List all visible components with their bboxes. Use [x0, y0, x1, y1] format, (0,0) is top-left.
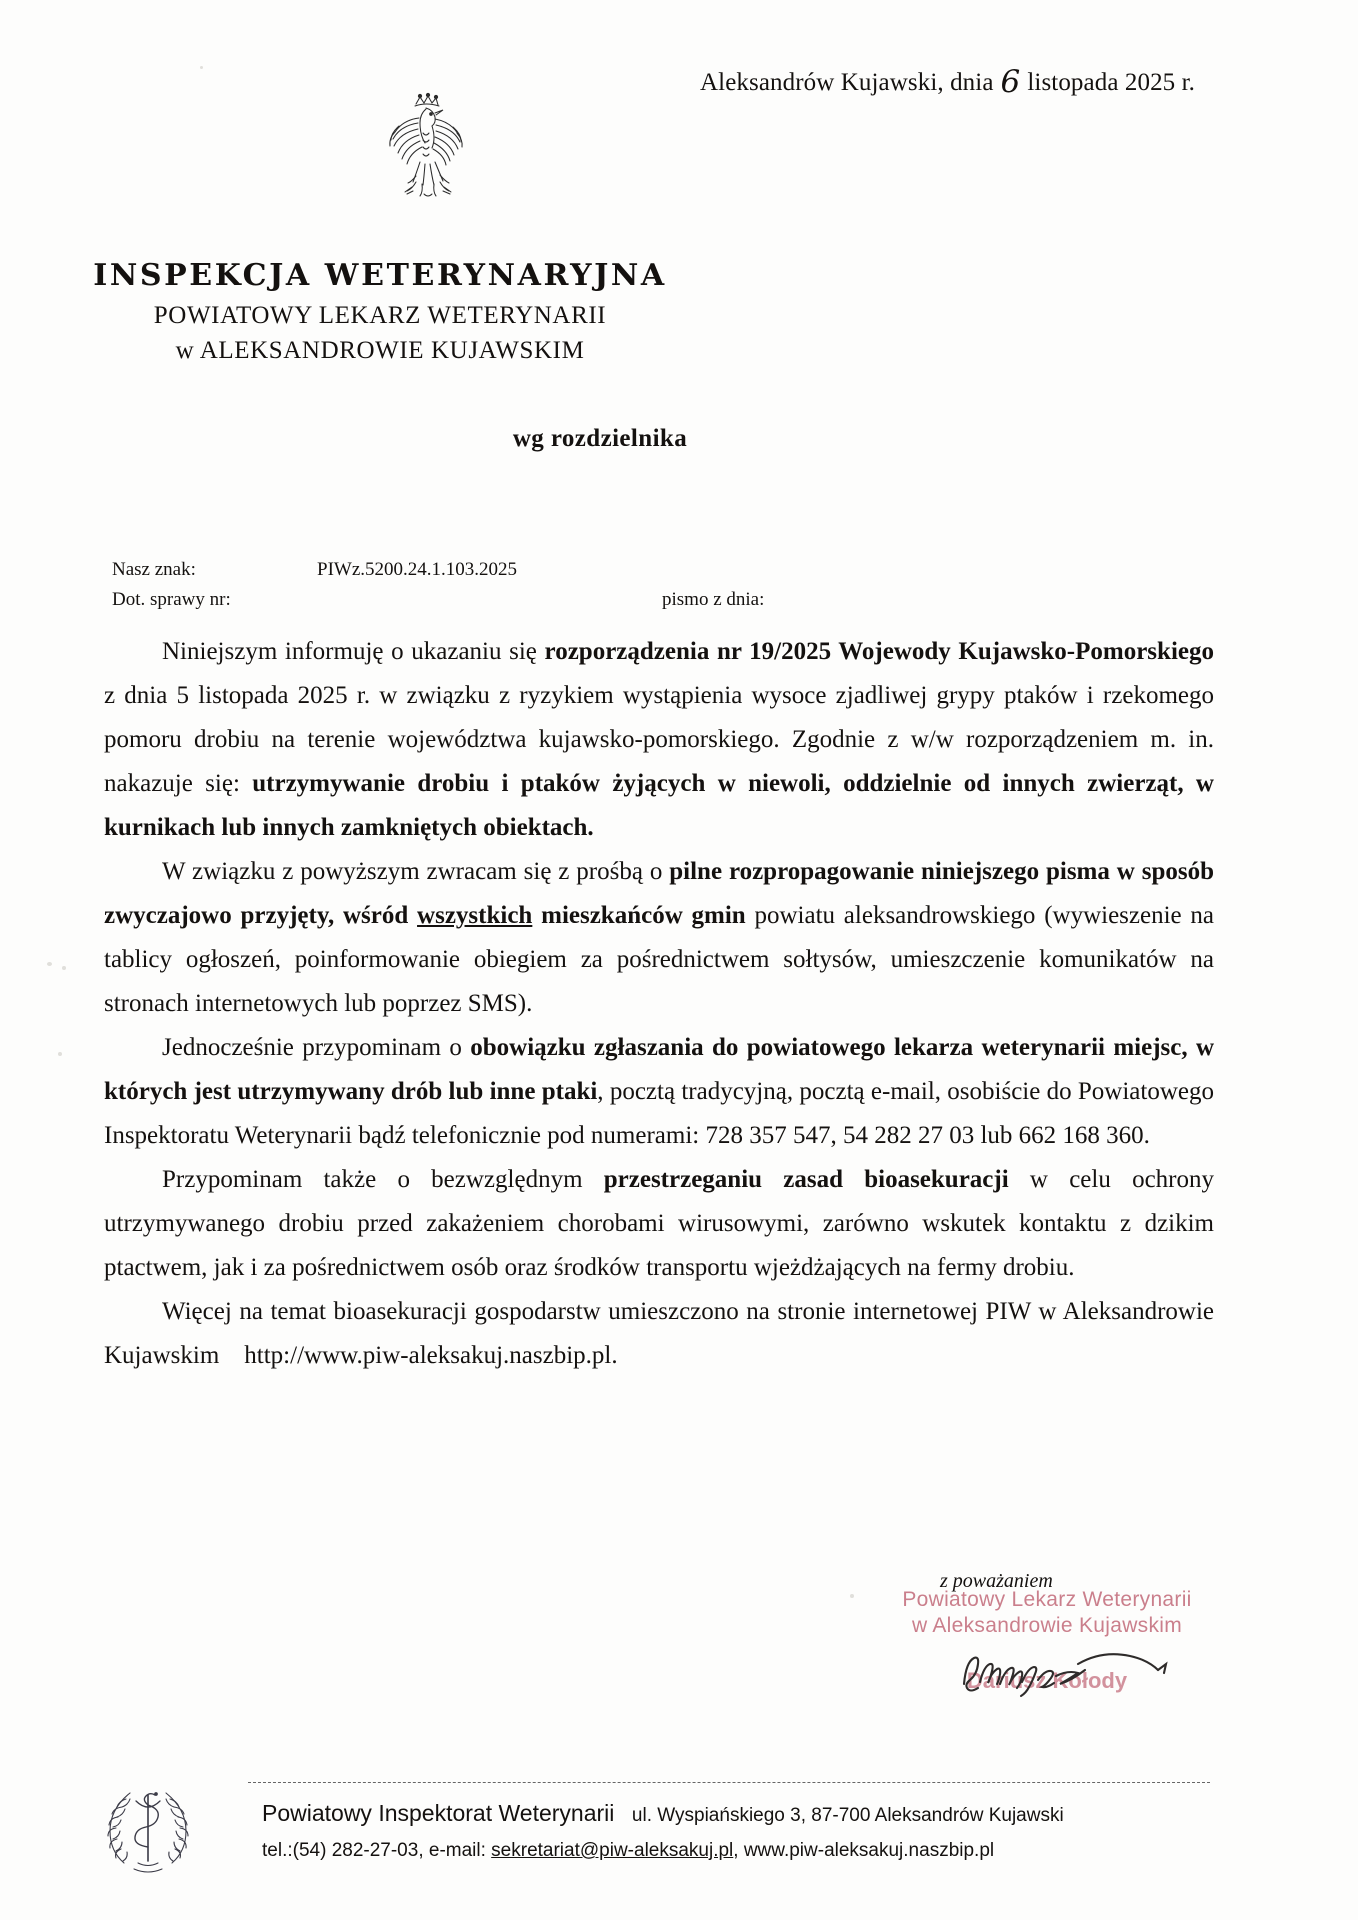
scan-artifact — [200, 66, 203, 69]
label-nasz-znak: Nasz znak: — [112, 559, 196, 580]
paragraph-3 — [104, 1026, 1214, 1158]
paragraph-2 — [104, 850, 1214, 1026]
p3-text-c: , pocztą tradycyjną, pocztą e-mail, osobiście do Powiatowego Inspektoratu Weterynarii bądź telefonicznie pod numerami: 728 357 547, 54 282 27 03 lub 662 168 360. — [104, 1078, 1214, 1149]
date-line — [700, 62, 1260, 98]
stamp-line-3: Dariusz Kołody — [966, 1668, 1128, 1693]
paragraph-5 — [104, 1290, 1214, 1378]
handwritten-signature — [960, 1640, 1180, 1700]
institution-line-3: w ALEKSANDROWIE KUJAWSKIM — [175, 337, 585, 364]
stamp-line-2: w Aleksandrowie Kujawskim — [911, 1614, 1183, 1637]
veterinary-caduceus-emblem — [100, 1775, 196, 1881]
date-place-prefix: Aleksandrów Kujawski, dnia — [700, 69, 994, 96]
footer-office-name: Powiatowy Inspektorat Weterynarii — [262, 1800, 615, 1826]
p4-text-c: w celu ochrony utrzymywanego drobiu przed zakażeniem chorobami wirusowymi, zarówno wskutek kontaktu z dzikim ptactwem, jak i za pośrednictwem osób oraz środków transportu wjeżdżających na fermy drobiu. — [104, 1166, 1214, 1281]
paragraph-4 — [104, 1158, 1214, 1290]
footer-line-2 — [262, 1840, 1222, 1862]
letter-body — [104, 630, 1214, 1378]
label-dot-sprawy: Dot. sprawy nr: — [112, 589, 231, 610]
scan-artifact — [58, 1052, 62, 1056]
paragraph-1 — [104, 630, 1214, 850]
value-nasz-znak: PIWz.5200.24.1.103.2025 — [317, 559, 518, 580]
p5-text-a: Więcej na temat bioasekuracji gospodarstw umieszczono na stronie internetowej PIW w Aleksandrowie Kujawskim — [104, 1298, 1214, 1369]
p5-website-url[interactable]: http://www.piw-aleksakuj.naszbip.pl. — [244, 1342, 618, 1369]
scan-artifact — [47, 962, 52, 966]
addressee: wg rozdzielnika — [512, 425, 688, 452]
closing-phrase: z poważaniem — [940, 1570, 1053, 1592]
p3-text-a: Jednocześnie przypominam o — [162, 1034, 471, 1061]
footer-phone: tel.:(54) 282-27-03, e-mail: — [262, 1840, 492, 1861]
p2-text-a: W związku z powyższym zwracam się z prośbą o — [162, 858, 670, 885]
footer-email[interactable]: sekretariat@piw-aleksakuj.pl — [491, 1840, 734, 1861]
footer-divider — [248, 1782, 1210, 1783]
scan-artifact — [62, 966, 66, 970]
date-month-year: listopada 2025 r. — [1027, 69, 1196, 96]
footer-line-1 — [262, 1800, 1222, 1827]
p1-text-a: Niniejszym informuję o ukazaniu się — [162, 638, 545, 665]
institution-line-2: POWIATOWY LEKARZ WETERYNARII — [153, 302, 607, 329]
p2-text-e: powiatu aleksandrowskiego (wywieszenie na tablicy ogłoszeń, poinformowanie obiegiem za pośrednictwem sołtysów, umieszczenie komunikatów na stronach internetowych lub poprzez SMS). — [104, 902, 1214, 1017]
polish-eagle-emblem — [372, 88, 480, 206]
label-pismo-z-dnia: pismo z dnia: — [662, 589, 765, 610]
footer-contact — [262, 1800, 1222, 1862]
institution-header — [0, 258, 760, 365]
institution-line-1: INSPEKCJA WETERYNARYJNA — [93, 258, 667, 293]
reference-row-nasz-znak — [112, 555, 1012, 585]
p2-bold-d: mieszkańców gmin — [532, 902, 746, 929]
p2-wszystkich-underlined: wszystkich — [417, 902, 533, 929]
stamp-line-1: Powiatowy Lekarz Weterynarii — [902, 1588, 1192, 1611]
scan-artifact — [850, 1594, 854, 1598]
footer-address: ul. Wyspiańskiego 3, 87-700 Aleksandrów Kujawski — [631, 1805, 1064, 1826]
p1-text-c: z dnia 5 listopada 2025 r. w związku z ryzykiem wystąpienia wysoce zjadliwej grypy ptaków i rzekomego pomoru drobiu na terenie województwa kujawsko-pomorskiego. Zgodnie z w/w rozporządzeniem m. in. nakazuje się: — [104, 682, 1214, 797]
handwritten-day: 6 — [1000, 64, 1021, 100]
footer-website[interactable]: , www.piw-aleksakuj.naszbip.pl — [733, 1840, 995, 1861]
p4-text-a: Przypominam także o bezwzględnym — [162, 1166, 604, 1193]
reference-block — [112, 555, 1012, 615]
p3-obligation-bold: obowiązku zgłaszania do powiatowego lekarza weterynarii miejsc, w których jest utrzymywany drób lub inne ptaki — [104, 1034, 1215, 1105]
p1-mandate-bold: utrzymywanie drobiu i ptaków żyjących w niewoli, oddzielnie od innych zwierząt, w kurnikach lub innych zamkniętych obiektach. — [104, 770, 1214, 841]
reference-row-dot-sprawy — [112, 585, 1012, 615]
p2-bold-b: pilne rozpropagowanie niniejszego pisma w sposób zwyczajowo przyjęty, wśród — [104, 858, 1214, 929]
p4-biosecurity-bold: przestrzeganiu zasad bioasekuracji — [603, 1166, 1009, 1193]
p1-ordinance-bold: rozporządzenia nr 19/2025 Wojewody Kujawsko-Pomorskiego — [544, 638, 1214, 665]
